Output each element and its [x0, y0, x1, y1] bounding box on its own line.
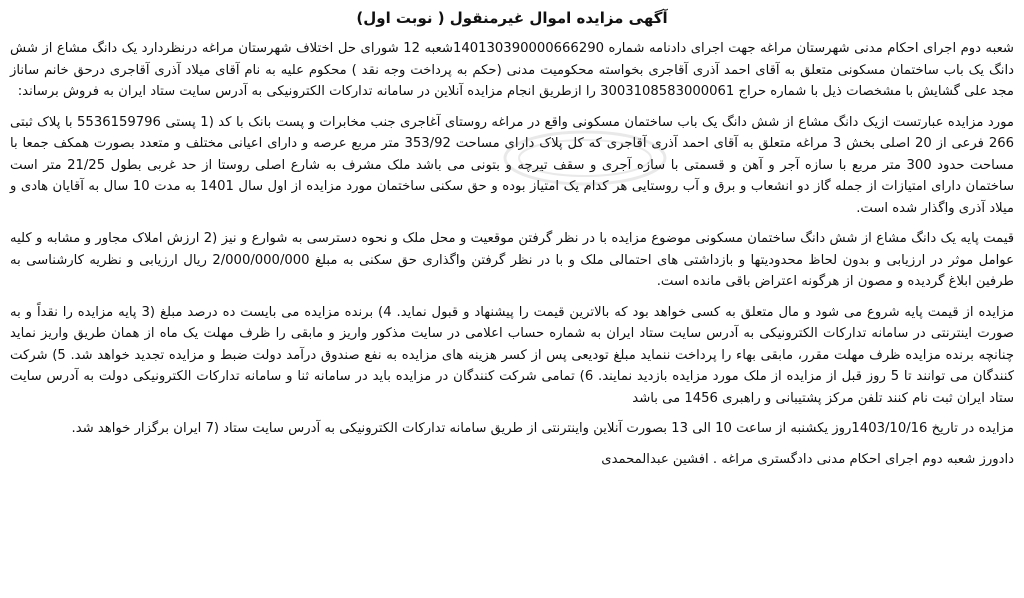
paragraph-item-7: مزایده در تاریخ 1403/10/16روز یکشنبه از ساعت 10 الی 13 بصورت آنلاین واینترنتی از طریق سامانه تدارکات الکترونیکی به آدرس سایت ستاد (7 ایران برگزار خواهد شد.	[71, 421, 1014, 436]
paragraph-item-1: مورد مزایده عبارتست ازیک دانگ مشاع از شش دانگ یک باب ساختمان مسکونی واقع در مراغه روستای آغاجری جنب مخابرات و پست بانک با کد (1 پستی 5536159796 با پلاک ثبتی 266 فرعی از 20 اصلی بخش 3 مراغه متعلق به آقای احمد آذری آقاجری که کل پلاک دارای مساحت 353/92 متر مربع عرصه و دارای اعیانی مختلف و متعدد بصورت همکف جمعا با مساحت حدود 300 متر مربع با سازه آجر و آهن و قسمتی با سازه آجری و سقف تیرچه و بتونی می باشد ملک مشرف به شارع اصلی روستا از حد غربی بطول 21/25 متر است ساختمان دارای امتیازات از جمله گاز دو انشعاب و برق و آب روستایی هر کدام یک امتیاز بوده و حق سکنی ساختمان مورد مزایده از اول سال 1401 به مدت 10 سال به آقایان هادی و میلاد آذری واگذار شده است.	[10, 114, 1015, 216]
paragraph-intro: شعبه دوم اجرای احکام مدنی شهرستان مراغه جهت اجرای دادنامه شماره 140130390000666290شعبه 12 شورای حل اختلاف شهرستان مراغه درنظردارد یک دانگ مشاع از شش دانگ یک باب ساختمان مسکونی متعلق به آقای احمد آذری آقاجری بخواسته محکومیت مدنی (حکم به پرداخت وجه نقد ) محکوم علیه به نام آقای میلاد آذری آقاجری درحق خانم ساناز مجد علی گشایش با مشخصات ذیل با شماره حراج 3003108583000061 را ازطریق انجام مزایده آنلاین در سامانه تدارکات الکترونیکی به آدرس سایت ستاد ایران به فروش برساند:	[10, 41, 1014, 99]
signature-line: دادورز شعبه دوم اجرای احکام مدنی دادگستری مراغه . افشین عبدالمحمدی	[601, 451, 1014, 467]
paragraph-items-3-6: مزایده از قیمت پایه شروع می شود و مال متعلق به کسی خواهد بود که بالاترین قیمت را پیشنهاد و قبول نماید. 4) برنده مزایده می بایست ده درصد مبلغ (3 پایه مزایده را نقداً و به صورت اینترنتی در سامانه تدارکات الکترونیکی به آدرس سایت ستاد ایران به شماره حساب اعلامی در سایت مذکور واریز و مابقی را ظرف مهلت یک ماه از همان طریق واریز نماید چنانچه برنده مزایده ظرف مهلت مقرر، مابقی بهاء را پرداخت ننماید مبلغ تودیعی پس از کسر هزینه های مزایده به نفع صندوق درآمد دولت ضبط و مزایده تجدید خواهد شد. 5) شرکت کنندگان می توانند تا 5 روز قبل از مزایده از ملک مورد مزایده بازدید نمایند. 6) تمامی شرکت کنندگان در مزایده باید در سامانه ثنا و سامانه تدارکات الکترونیکی دولت به آدرس سایت ستاد ایران ثبت نام کنند تلفن مرکز پشتیبانی و راهبری 1456 می باشد	[10, 304, 1015, 406]
notice-title: آگهی مزایده اموال غیرمنقول ( نوبت اول)	[356, 9, 668, 27]
paragraph-item-2: قیمت پایه یک دانگ مشاع از شش دانگ ساختمان مسکونی موضوع مزایده با در نظر گرفتن موقعیت و محل ملک و نحوه دسترسی به شوارع و نیز (2 ارزش املاک مجاور و مشابه و کلیه عوامل موثر در ارزیابی و بدون لحاظ محدودیتها و بازداشتی های احتمالی ملک و با در نظر گرفتن واگذاری حق سکنی به مبلغ 2/000/000/000 ریال ارزیابی و نظریه کارشناسی به طرفین ابلاغ گردیده و مصون از هرگونه اعتراض باقی مانده است.	[10, 231, 1015, 289]
